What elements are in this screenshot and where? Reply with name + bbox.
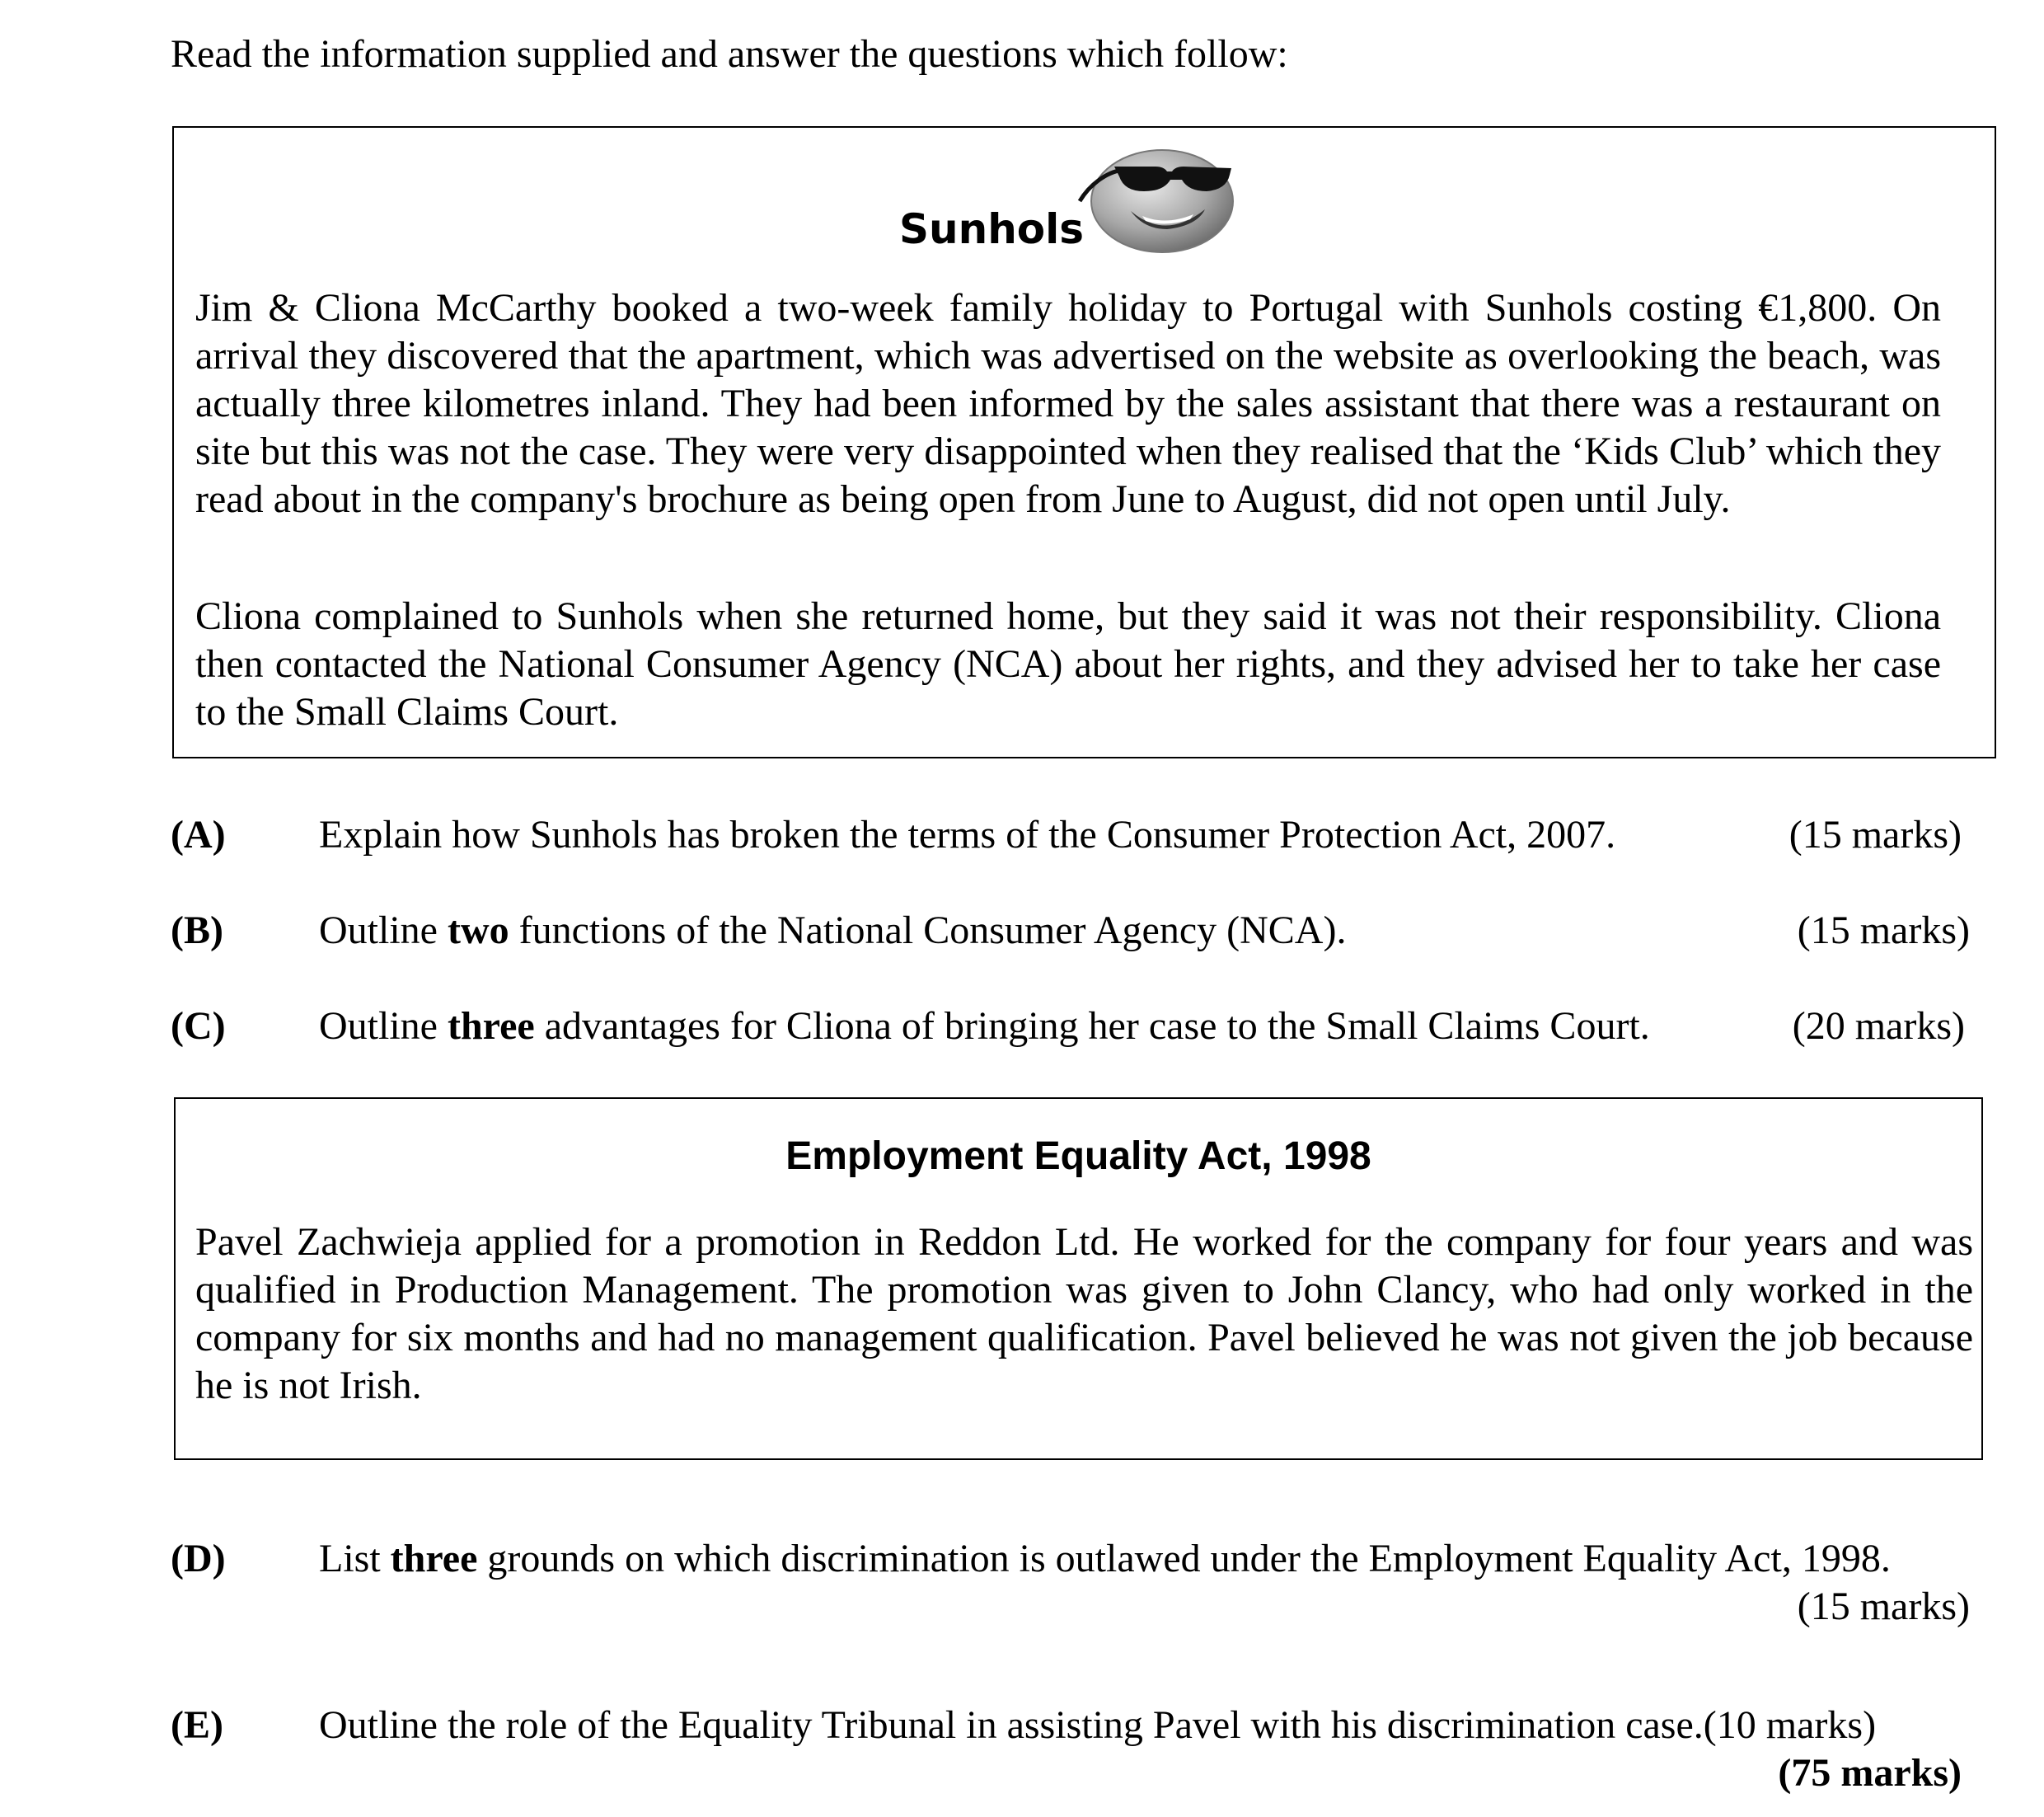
question-e-label: (E) — [171, 1703, 223, 1747]
case1-paragraph-2: Cliona complained to Sunhols when she returned home, but they said it was not their responsibility. Cliona then contacted the National Consumer Agency (NCA) about her rights, and they advised her to take her case to the Small Claims Court. — [195, 594, 1941, 734]
question-a-label: (A) — [171, 813, 226, 857]
case2-paragraph: Pavel Zachwieja applied for a promotion in Reddon Ltd. He worked for the company for four years and was qualified in Production Management. The promotion was given to John Clancy, who had only worked in the company for six months and had no management qualification. Pavel believed he was not given the job because he is not Irish. — [195, 1220, 1973, 1407]
question-d-label: (D) — [171, 1537, 226, 1580]
case1-paragraph-1: Jim & Cliona McCarthy booked a two-week family holiday to Portugal with Sunhols costing €1,800. On arrival they discovered that the apartment, which was advertised on the website as overlooking the beach, was actually three kilometres inland. They had been informed by the sales assistant that there was a restaurant on site but this was not the case. They were very disappointed when they realised that the ‘Kids Club’ which they read about in the company's brochure as being open from June to August, did not open until July. — [195, 286, 1941, 521]
question-e-text: Outline the role of the Equality Tribunal in assisting Pavel with his discrimination case.(10 marks) — [319, 1703, 1877, 1747]
question-d-text: List three grounds on which discrimination is outlawed under the Employment Equality Act, 1998. — [319, 1537, 1891, 1580]
instructions: Read the information supplied and answer the questions which follow: — [171, 32, 1288, 76]
question-c-label: (C) — [171, 1004, 226, 1048]
sunglasses-smiley-icon — [1073, 143, 1238, 254]
question-b-marks: (15 marks) — [1797, 909, 1970, 952]
question-d-marks: (15 marks) — [1797, 1585, 1970, 1628]
case2-title: Employment Equality Act, 1998 — [785, 1134, 1371, 1178]
question-b-label: (B) — [171, 909, 223, 952]
question-e-marks: (10 marks) — [1703, 1703, 1877, 1747]
question-b-text: Outline two functions of the National Consumer Agency (NCA). — [319, 909, 1347, 952]
question-a-text: Explain how Sunhols has broken the terms of the Consumer Protection Act, 2007. — [319, 813, 1616, 857]
total-marks: (75 marks) — [1778, 1751, 1962, 1795]
question-c-marks: (20 marks) — [1792, 1004, 1965, 1048]
question-a-marks: (15 marks) — [1788, 813, 1962, 857]
sunhols-logo-text: Sunhols — [899, 205, 1085, 253]
question-c-text: Outline three advantages for Cliona of bringing her case to the Small Claims Court. — [319, 1004, 1650, 1048]
